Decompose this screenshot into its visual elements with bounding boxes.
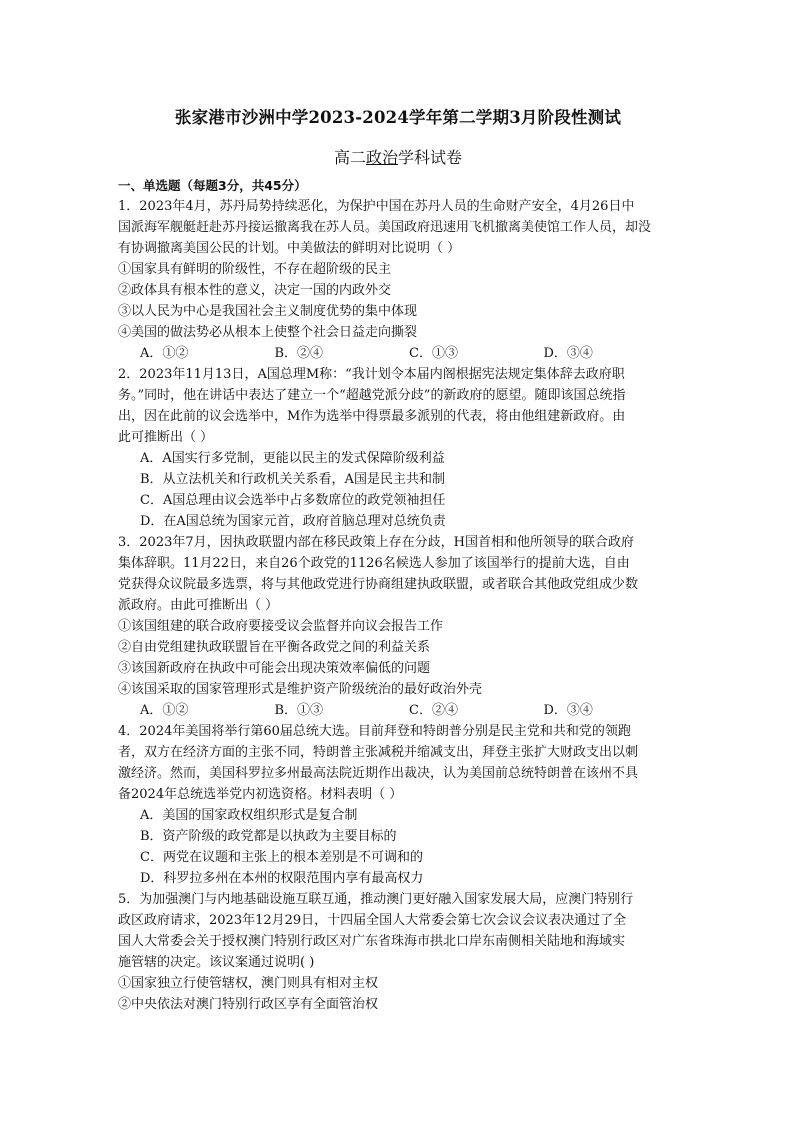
question-1-options <box>118 343 678 364</box>
question-1-line: 有协调撤离美国公民的计划。中美做法的鲜明对比说明（ ） <box>118 241 461 256</box>
subtitle-grade: 高二 <box>333 148 366 167</box>
option-a: A．美国的国家政权组织形式是复合制 <box>140 808 358 823</box>
question-1-line: 国派海军舰艇赶赴苏丹接运撤离我在苏人员。美国政府迅速用飞机撤离美使馆工作人员，却没 <box>118 220 652 235</box>
option-d: D．科罗拉多州在本州的权限范围内享有最高权力 <box>140 871 424 886</box>
option-a: A．①② <box>140 346 189 361</box>
subtitle-suffix: 学科试卷 <box>398 148 463 167</box>
exam-title: 张家港市沙洲中学2023-2024学年第二学期3月阶段性测试 <box>174 108 622 127</box>
subtitle-subject: 政治 <box>365 148 398 167</box>
question-2-line: 此可推断出（ ） <box>118 430 214 445</box>
exam-subtitle <box>118 146 678 170</box>
option-a: A．A国实行多党制，更能以民主的发式保障阶级利益 <box>140 451 445 466</box>
question-1-statement: ②政体具有根本性的意义，决定一国的内政外交 <box>118 283 392 298</box>
exam-content <box>118 98 678 1015</box>
option-d: D．在A国总统为国家元首，政府首脑总理对总统负责 <box>140 514 446 529</box>
option-b: B．①③ <box>274 703 324 718</box>
question-4 <box>118 721 678 889</box>
section-heading: 一、单选题（每题3分，共45分） <box>118 178 307 193</box>
question-2-line: 2．2023年11月13日，A国总理M称：“我计划令本届内阁根据宪法规定集体辞去政府职 <box>118 367 625 382</box>
question-3-statement: ③该国新政府在执政中可能会出现决策效率偏低的问题 <box>118 661 431 676</box>
question-2-line: 务。”同时，他在讲话中表达了建立一个“超越党派分歧”的新政府的愿望。随即该国总统指 <box>118 388 626 403</box>
question-5 <box>118 889 678 1015</box>
option-b: B．资产阶级的政党都是以执政为主要目标的 <box>140 829 397 844</box>
question-1-statement: ④美国的做法势必从根本上使整个社会日益走向撕裂 <box>118 325 418 340</box>
option-b: B．从立法机关和行政机关关系看，A国是民主共和制 <box>140 472 445 487</box>
question-3 <box>118 532 678 721</box>
option-c: C．②④ <box>409 703 458 718</box>
question-5-line: 施管辖的决定。该议案通过说明( ) <box>118 955 315 970</box>
question-1-line: 1．2023年4月，苏丹局势持续恶化，为保护中国在苏丹人员的生命财产安全，4月26日中 <box>118 199 635 214</box>
question-1 <box>118 196 678 364</box>
question-4-line: 4．2024年美国将举行第60届总统大选。目前拜登和特朗普分别是民主党和共和党的领跑 <box>118 724 631 739</box>
question-4-line: 激经济。然而，美国科罗拉多州最高法院近期作出裁决，认为美国前总统特朗普在该州不具 <box>118 766 639 781</box>
question-5-line: 政区政府请求，2023年12月29日，十四届全国人大常委会第七次会议会议表决通过了全 <box>118 913 627 928</box>
question-5-statement: ①国家独立行使管辖权，澳门则具有相对主权 <box>118 976 379 991</box>
question-5-line: 国人大常委会关于授权澳门特别行政区对广东省珠海市拱北口岸东南侧相关陆地和海域实 <box>118 934 626 949</box>
question-3-line: 派政府。由此可推断出（ ） <box>118 598 279 613</box>
question-1-statement: ①国家具有鲜明的阶级性，不存在超阶级的民主 <box>118 262 392 277</box>
question-4-line: 备2024年总统选举党内初选资格。材料表明（ ） <box>118 787 403 802</box>
option-a: A．①② <box>140 703 189 718</box>
option-c: C．两党在议题和主张上的根本差别是不可调和的 <box>140 850 423 865</box>
question-5-line: 5．为加强澳门与内地基础设施互联互通，推动澳门更好融入国家发展大局，应澳门特别行 <box>118 892 634 907</box>
question-3-statement: ④该国采取的国家管理形式是维护资产阶级统治的最好政治外壳 <box>118 682 483 697</box>
question-2 <box>118 364 678 532</box>
question-5-statement: ②中央依法对澳门特别行政区享有全面管治权 <box>118 997 379 1012</box>
question-3-options <box>118 700 678 721</box>
question-3-line: 3．2023年7月，因执政联盟内部在移民政策上存在分歧，H国首相和他所领导的联合政府 <box>118 535 634 550</box>
question-3-statement: ①该国组建的联合政府要接受议会监督并向议会报告工作 <box>118 619 444 634</box>
option-d: D．③④ <box>543 346 593 361</box>
option-c: C．①③ <box>409 346 458 361</box>
option-d: D．③④ <box>543 703 593 718</box>
question-3-statement: ②自由党组建执政联盟旨在平衡各政党之间的利益关系 <box>118 640 431 655</box>
question-4-line: 者，双方在经济方面的主张不同，特朗普主张减税并缩减支出，拜登主张扩大财政支出以刺 <box>118 745 639 760</box>
question-3-line: 集体辞职。11月22日，来自26个政党的1126名候选人参加了该国举行的提前大选，自由 <box>118 556 630 571</box>
option-b: B．②④ <box>274 346 324 361</box>
question-2-line: 出，因在此前的议会选举中，M作为选举中得票最多派别的代表，将由他组建新政府。由 <box>118 409 626 424</box>
option-c: C．A国总理由议会选举中占多数席位的政党领袖担任 <box>140 493 446 508</box>
question-1-statement: ③以人民为中心是我国社会主义制度优势的集中体现 <box>118 304 418 319</box>
question-3-line: 党获得众议院最多选票，将与其他政党进行协商组建执政联盟，或者联合其他政党组成少数 <box>118 577 639 592</box>
